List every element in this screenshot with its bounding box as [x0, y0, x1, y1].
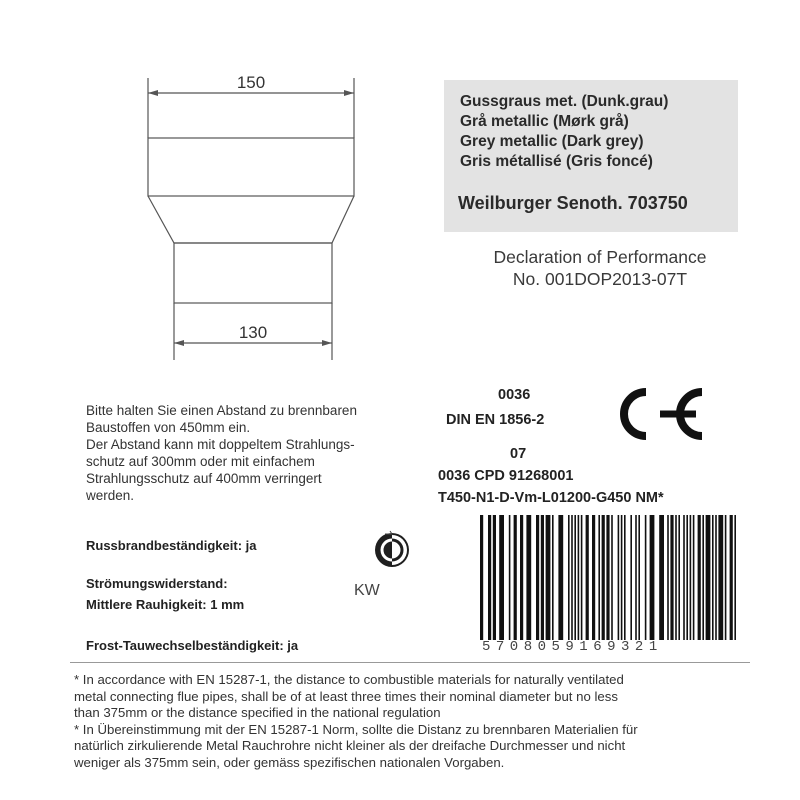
- barcode-bar: [686, 515, 688, 640]
- barcode-bar: [702, 515, 704, 640]
- clearance-notice: [86, 402, 436, 504]
- ral-code: Weilburger Senoth. 703750: [458, 193, 688, 213]
- barcode-bar: [715, 515, 717, 640]
- arrow-left-bottom: [174, 340, 184, 346]
- barcode-bar: [698, 515, 701, 640]
- divider: [70, 662, 750, 663]
- barcode-bar: [706, 515, 711, 640]
- barcode-bar: [581, 515, 583, 640]
- barcode-bar: [630, 515, 632, 640]
- color-line-no: Grå metallic (Mørk grå): [460, 113, 629, 130]
- barcode-bar: [578, 515, 580, 640]
- flow-resistance: Strömungswiderstand:: [86, 576, 228, 591]
- clearance-line: Der Abstand kann mit doppeltem Strahlungs-: [86, 437, 355, 452]
- barcode-bar: [536, 515, 539, 640]
- arrow-right-bottom: [322, 340, 332, 346]
- declaration-of-performance: [440, 246, 760, 290]
- clearance-line: Bitte halten Sie einen Abstand zu brennbaren: [86, 403, 357, 418]
- barcode-bar: [509, 515, 511, 640]
- barcode-bar: [675, 515, 677, 640]
- footnote-line: metal connecting flue pipes, shall be of at least three times their nominal diameter but no less: [74, 688, 618, 704]
- dop-title: Declaration of Performance: [493, 247, 707, 267]
- barcode-bar: [552, 515, 554, 640]
- barcode-bar: [725, 515, 727, 640]
- ce-mark-icon: [596, 384, 714, 444]
- green-dot-recycle-icon: [372, 530, 412, 570]
- barcode-bar: [499, 515, 504, 640]
- barcode-bar: [546, 515, 551, 640]
- barcode-bar: [571, 515, 573, 640]
- barcode-bar: [670, 515, 673, 640]
- barcode: [478, 515, 740, 640]
- barcode-bar: [645, 515, 647, 640]
- barcode-bar: [635, 515, 637, 640]
- footnote-line: weniger als 375mm sein, oder gemäss spezifischen nationalen Vorgaben.: [74, 754, 505, 770]
- clearance-line: Baustoffen von 450mm ein.: [86, 420, 251, 435]
- color-line-fr: Gris métallisé (Gris foncé): [460, 153, 653, 170]
- barcode-bar: [493, 515, 496, 640]
- frost-resistance: Frost-Tauwechselbeständigkeit: ja: [86, 638, 299, 653]
- bottom-spigot: [174, 243, 332, 303]
- barcode-bar: [606, 515, 609, 640]
- barcode-bar: [611, 515, 613, 640]
- footnote-line: * In accordance with EN 15287-1, the distance to combustible materials for naturally ventilated: [74, 672, 624, 687]
- clearance-line: Strahlungsschutz auf 400mm verringert: [86, 471, 322, 486]
- barcode-bar: [541, 515, 544, 640]
- cone: [148, 196, 354, 243]
- footnote-line: natürlich zirkulierende Metal Rauchrohre nicht kleiner als der dreifache Durchmesser und nicht: [74, 738, 626, 753]
- barcode-bar: [592, 515, 595, 640]
- barcode-bar: [488, 515, 491, 640]
- barcode-bar: [734, 515, 736, 640]
- barcode-bar: [568, 515, 570, 640]
- cert-year: 07: [510, 446, 527, 462]
- barcode-bar: [667, 515, 669, 640]
- kw-label: KW: [354, 582, 380, 599]
- barcode-bar: [730, 515, 733, 640]
- cpd-number: 0036 CPD 91268001: [438, 468, 574, 484]
- barcode-bar: [712, 515, 714, 640]
- notified-body: 0036: [498, 387, 531, 403]
- barcode-bar: [683, 515, 685, 640]
- arrow-left-top: [148, 90, 158, 96]
- barcode-bar: [514, 515, 517, 640]
- barcode-bar: [650, 515, 655, 640]
- barcode-bar: [558, 515, 563, 640]
- barcode-bar: [602, 515, 605, 640]
- barcode-bar: [480, 515, 483, 640]
- barcode-bar: [621, 515, 623, 640]
- bottom-dimension-label: 130: [238, 323, 268, 342]
- footnote-line: than 375mm or the distance specified in the national regulation: [74, 705, 441, 720]
- roughness: Mittlere Rauhigkeit: 1 mm: [86, 597, 245, 612]
- barcode-bar: [693, 515, 695, 640]
- barcode-bar: [718, 515, 723, 640]
- barcode-bar: [520, 515, 523, 640]
- top-dimension-label: 150: [236, 73, 266, 92]
- reducer-drawing: [0, 0, 420, 380]
- color-line-en: Grey metallic (Dark grey): [460, 133, 644, 150]
- footnotes: [74, 672, 754, 771]
- barcode-bar: [526, 515, 531, 640]
- barcode-bar: [690, 515, 692, 640]
- barcode-bar: [598, 515, 600, 640]
- top-collar: [148, 138, 354, 196]
- barcode-bar: [638, 515, 640, 640]
- barcode-bar: [586, 515, 589, 640]
- barcode-bar: [678, 515, 680, 640]
- barcode-bar: [574, 515, 576, 640]
- soot-fire-resistance: Russbrandbeständigkeit: ja: [86, 538, 257, 553]
- footnote-line: * In Übereinstimmung mit der EN 15287-1 Norm, sollte die Distanz zu brennbaren Materialien für: [74, 721, 638, 737]
- arrow-right-top: [344, 90, 354, 96]
- color-box: [444, 80, 738, 232]
- color-line-de: Gussgraus met. (Dunk.grau): [460, 93, 669, 110]
- clearance-line: werden.: [86, 488, 135, 503]
- dop-number: No. 001DOP2013-07T: [512, 269, 688, 289]
- standard: DIN EN 1856-2: [446, 412, 545, 428]
- clearance-line: schutz auf 300mm oder mit einfachem: [86, 454, 315, 469]
- barcode-bar: [618, 515, 620, 640]
- barcode-bar: [659, 515, 664, 640]
- barcode-digits: 5708059169321: [482, 639, 663, 655]
- barcode-bar: [624, 515, 626, 640]
- designation-code: T450-N1-D-Vm-L01200-G450 NM*: [438, 490, 664, 506]
